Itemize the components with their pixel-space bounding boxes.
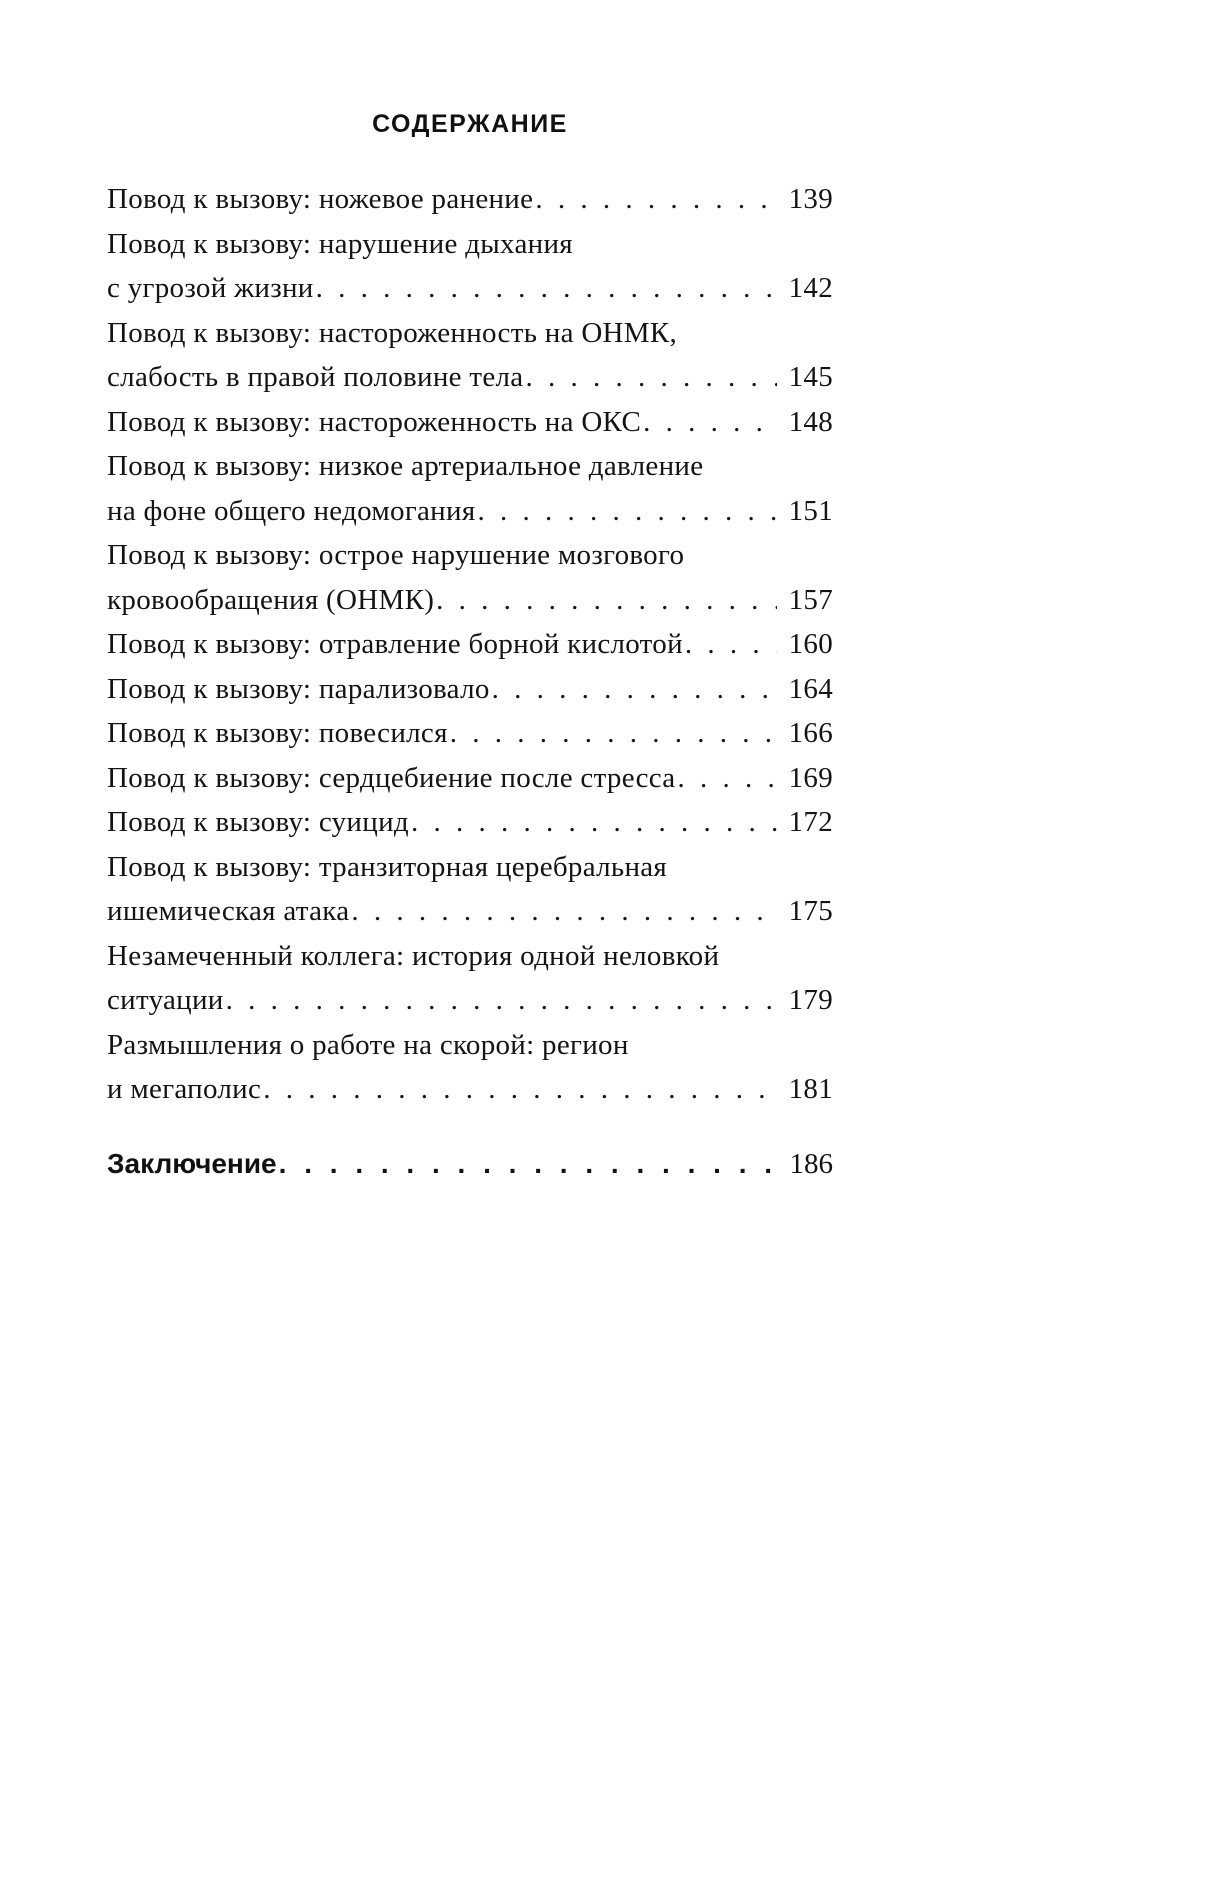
toc-page-number: 157 — [788, 583, 833, 616]
toc-entries — [107, 177, 833, 1112]
toc-entry-line: Размышления о работе на скорой: регион — [107, 1028, 629, 1061]
toc-entry-title: и мегаполис — [107, 1073, 262, 1105]
toc-entry-title: Повод к вызову: сердцебиение после стресса — [107, 761, 676, 794]
toc-entry-row — [107, 711, 833, 756]
toc-entry-line: Повод к вызову: острое нарушение мозгового — [107, 539, 685, 571]
toc-entry-title: Повод к вызову: ножевое ранение — [107, 183, 534, 215]
dot-leader — [351, 889, 777, 934]
dot-leader — [263, 1067, 777, 1112]
dot-leader — [316, 266, 777, 311]
toc-entry-title: Повод к вызову: настороженность на ОКС — [107, 405, 642, 438]
toc-conclusion-row — [107, 1142, 833, 1187]
toc-page-number: 139 — [788, 183, 833, 215]
toc-page-number: 148 — [788, 405, 833, 438]
toc-page-number: 160 — [788, 628, 833, 660]
toc-entry-row — [107, 400, 833, 445]
toc-entry-line: Незамеченный коллега: история одной неловкой — [107, 939, 720, 972]
toc-entry-title: кровообращения (ОНМК) — [107, 583, 435, 616]
toc-entry-title: Повод к вызову: повесился — [107, 717, 448, 749]
toc-conclusion-label: Заключение — [107, 1147, 277, 1179]
toc-page-number: 175 — [788, 895, 833, 927]
toc-entry-row — [107, 800, 833, 845]
dot-leader — [450, 711, 777, 756]
dot-leader — [492, 667, 777, 712]
toc-content — [107, 110, 833, 1186]
toc-page-number: 169 — [788, 761, 833, 794]
toc-entry-row — [107, 489, 833, 534]
dot-leader — [643, 400, 777, 445]
toc-entry-row — [107, 978, 833, 1023]
toc-entry-row — [107, 889, 833, 934]
dot-leader — [436, 578, 777, 623]
dot-leader — [279, 1142, 777, 1187]
toc-page-number: 142 — [788, 272, 833, 304]
dot-leader — [477, 489, 777, 534]
toc-entry-title: Повод к вызову: парализовало — [107, 672, 490, 705]
dot-leader — [226, 978, 777, 1023]
toc-page-number: 179 — [788, 984, 833, 1016]
toc-entry-title: на фоне общего недомогания — [107, 494, 476, 527]
toc-entry-line: Повод к вызову: нарушение дыхания — [107, 227, 573, 260]
toc-entry-title: Повод к вызову: отравление борной кислотой — [107, 628, 683, 660]
dot-leader — [411, 800, 777, 845]
dot-leader — [685, 622, 777, 667]
toc-entry-line: Повод к вызову: настороженность на ОНМК, — [107, 316, 678, 349]
toc-entry-row — [107, 622, 833, 667]
toc-entry-title: ишемическая атака — [107, 895, 350, 927]
toc-page-number: 164 — [788, 672, 833, 705]
toc-entry-row — [107, 266, 833, 311]
toc-entry-line: Повод к вызову: транзиторная церебральная — [107, 850, 668, 883]
toc-entry-line: Повод к вызову: низкое артериальное давление — [107, 450, 704, 482]
toc-page-number: 151 — [788, 494, 833, 527]
toc-page-number: 186 — [789, 1147, 833, 1180]
dot-leader — [677, 756, 777, 801]
dot-leader — [535, 177, 777, 222]
dot-leader — [525, 355, 777, 400]
toc-page-number: 145 — [788, 361, 833, 393]
toc-entry-title: слабость в правой половине тела — [107, 361, 524, 393]
toc-page-number: 166 — [788, 717, 833, 749]
toc-entry-row — [107, 1067, 833, 1112]
toc-entry-row — [107, 578, 833, 623]
toc-entry-row — [107, 756, 833, 801]
toc-entry-title: с угрозой жизни — [107, 272, 314, 304]
toc-entry-title: Повод к вызову: суицид — [107, 806, 409, 838]
toc-page-number: 172 — [788, 806, 833, 838]
toc-page-number: 181 — [788, 1073, 833, 1105]
toc-entry-title: ситуации — [107, 984, 224, 1016]
toc-entry-row — [107, 667, 833, 712]
toc-entry-row — [107, 177, 833, 222]
page-title: СОДЕРЖАНИЕ — [372, 110, 568, 138]
toc-entry-row — [107, 355, 833, 400]
